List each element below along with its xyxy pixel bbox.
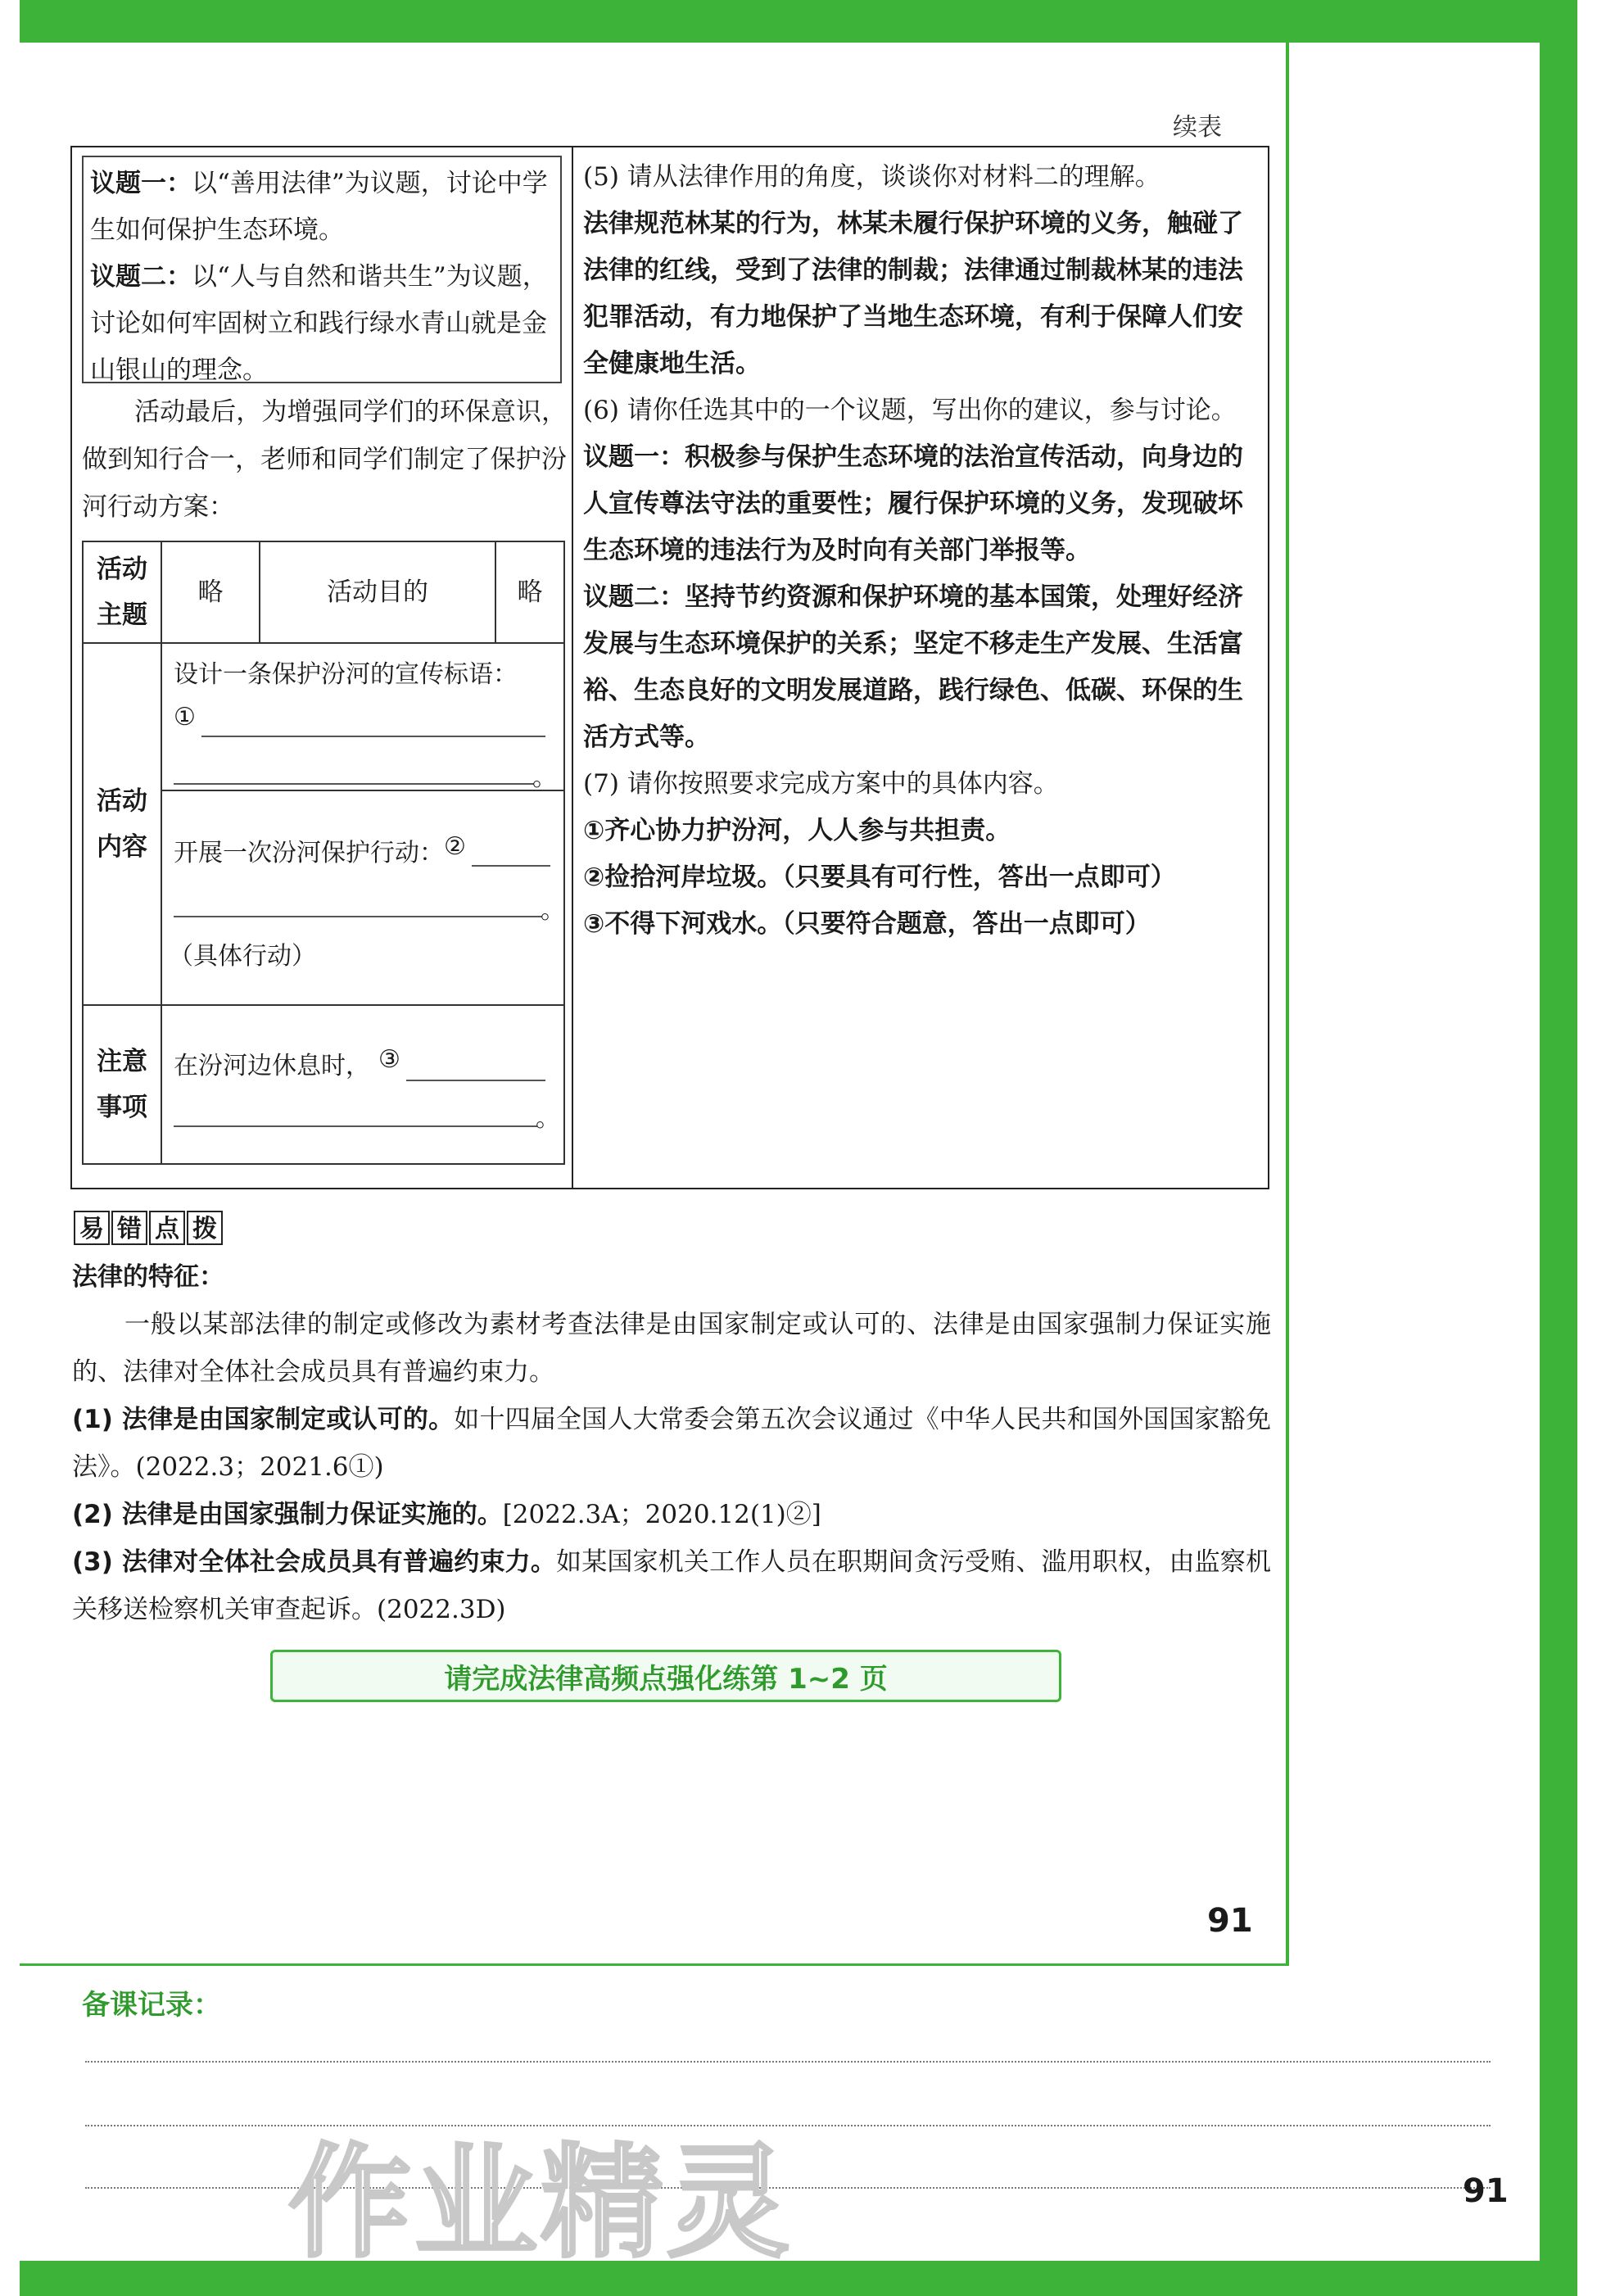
question-5: (5) 请从法律作用的角度，谈谈你对材料二的理解。 [583, 162, 1160, 192]
topics-box [82, 156, 562, 383]
theme-label-cell [82, 541, 162, 644]
action-prompt: 开展一次汾河保护行动： [174, 839, 444, 867]
page-number-inner: 91 [1207, 1902, 1253, 1940]
answer-7-3: ③不得下河戏水。（只要符合题意，答出一点即可） [583, 909, 1151, 939]
bottom-green-bar [20, 2261, 1577, 2296]
content-label: 活动内容 [97, 786, 147, 862]
blank-3-mark: ③ [378, 1045, 400, 1074]
right-green-bar [1540, 0, 1577, 2296]
notes-title: 备课记录： [82, 1989, 221, 2022]
notes-cell [161, 1004, 565, 1165]
rest-prompt: 在汾河边休息时， [174, 1052, 370, 1080]
tip-point-2-title: (2) 法律是由国家强制力保证实施的。 [72, 1500, 503, 1529]
tip-point-1-title: (1) 法律是由国家制定或认可的。 [72, 1405, 455, 1434]
column-divider [572, 146, 573, 1189]
top-green-bar [20, 0, 1577, 43]
blank-2-line[interactable] [472, 865, 550, 867]
page-number-outer: 91 [1463, 2172, 1509, 2210]
question-6: (6) 请你任选其中的一个议题，写出你的建议，参与讨论。 [583, 396, 1237, 425]
content-label-cell [82, 642, 162, 1006]
topic-1-text: 以“善用法律”为议题，讨论中学生如何保护生态环境。 [90, 169, 548, 245]
tip-point-2 [72, 1491, 1271, 1538]
tip-point-3-title: (3) 法律对全体社会成员具有普遍约束力。 [72, 1547, 557, 1577]
theme-value-cell [161, 541, 260, 644]
watermark: 作业精灵 [288, 2132, 794, 2275]
blank-1-mark: ① [174, 703, 196, 731]
tip-tag [74, 1211, 223, 1245]
answers-column [583, 154, 1264, 948]
tip-point-3 [72, 1538, 1271, 1633]
purpose-value: 略 [517, 577, 543, 607]
notes-label: 注意事项 [97, 1047, 147, 1122]
tip-intro: 一般以某部法律的制定或修改为素材考查法律是由国家制定或认可的、法律是由国家强制力保证实施的、法律对全体社会成员具有普遍约束力。 [72, 1310, 1271, 1387]
blank-3-line-2[interactable] [174, 1125, 537, 1127]
blank-2-period: 。 [541, 896, 565, 925]
blank-1-period: 。 [532, 763, 557, 792]
theme-label: 活动主题 [97, 555, 147, 630]
tip-point-1-text: 如十四届全国人大常委会第五次会议通过《中华人民共和国外国国家豁免法》。(2022.3；2021.6①) [72, 1405, 1271, 1482]
blank-1-line[interactable] [201, 736, 545, 737]
purpose-value-cell [495, 541, 565, 644]
theme-value: 略 [197, 577, 224, 607]
plan-table [82, 541, 565, 1165]
blank-3-period: 。 [536, 1104, 560, 1133]
tip-tag-char: 点 [149, 1211, 185, 1245]
slogan-prompt: 设计一条保护汾河的宣传标语： [174, 660, 518, 689]
tip-tag-char: 错 [111, 1211, 147, 1245]
practice-banner[interactable]: 请完成法律高频点强化练第 1~2 页 [270, 1650, 1061, 1702]
tip-point-3-text: 如某国家机关工作人员在职期间贪污受贿、滥用职权，由监察机关移送检察机关审查起诉。(2022.3D) [72, 1547, 1271, 1624]
blank-2-line-2[interactable] [174, 916, 542, 917]
slogan-cell [161, 642, 565, 791]
topic-2-label: 议题二： [90, 262, 192, 292]
blank-2-mark: ② [444, 832, 466, 861]
topic-2-text: 以“人与自然和谐共生”为议题，讨论如何牢固树立和践行绿水青山就是金山银山的理念。 [90, 262, 548, 385]
specific-action: （具体行动） [169, 942, 316, 971]
question-7: (7) 请你按照要求完成方案中的具体内容。 [583, 769, 1059, 799]
tip-point-1 [72, 1396, 1271, 1491]
tip-tag-char: 易 [74, 1211, 110, 1245]
continued-label: 续表 [1173, 113, 1222, 142]
blank-1-line-2[interactable] [174, 783, 534, 785]
blank-3-line[interactable] [406, 1080, 545, 1081]
purpose-label-cell [259, 541, 496, 644]
notes-line[interactable] [85, 2061, 1491, 2063]
topic-1-label: 议题一： [90, 169, 192, 198]
answer-7-2: ②捡拾河岸垃圾。（只要具有可行性，答出一点即可） [583, 863, 1176, 892]
tip-point-2-text: [2022.3A；2020.12(1)②] [502, 1500, 821, 1529]
answer-6-topic-1: 议题一：积极参与保护生态环境的法治宣传活动，向身边的人宣传尊法守法的重要性；履行保护环境的义务，发现破坏生态环境的违法行为及时向有关部门举报等。 [583, 442, 1243, 565]
action-cell [161, 790, 565, 1006]
tip-heading: 法律的特征： [72, 1262, 224, 1292]
answer-6-topic-2: 议题二：坚持节约资源和保护环境的基本国策，处理好经济发展与生态环境保护的关系；坚定不移走生产发展、生活富裕、生态良好的文明发展道路，践行绿色、低碳、环保的生活方式等。 [583, 582, 1243, 752]
purpose-label: 活动目的 [327, 577, 428, 607]
tip-tag-char: 拨 [187, 1211, 223, 1245]
answer-5: 法律规范林某的行为，林某未履行保护环境的义务，触碰了法律的红线，受到了法律的制裁；法律通过制裁林某的违法犯罪活动，有力地保护了当地生态环境，有利于保障人们安全健康地生活。 [583, 209, 1243, 378]
notes-label-cell [82, 1004, 162, 1165]
activity-intro: 活动最后，为增强同学们的环保意识，做到知行合一，老师和同学们制定了保护汾河行动方案： [82, 397, 567, 522]
answer-7-1: ①齐心协力护汾河，人人参与共担责。 [583, 816, 1011, 845]
